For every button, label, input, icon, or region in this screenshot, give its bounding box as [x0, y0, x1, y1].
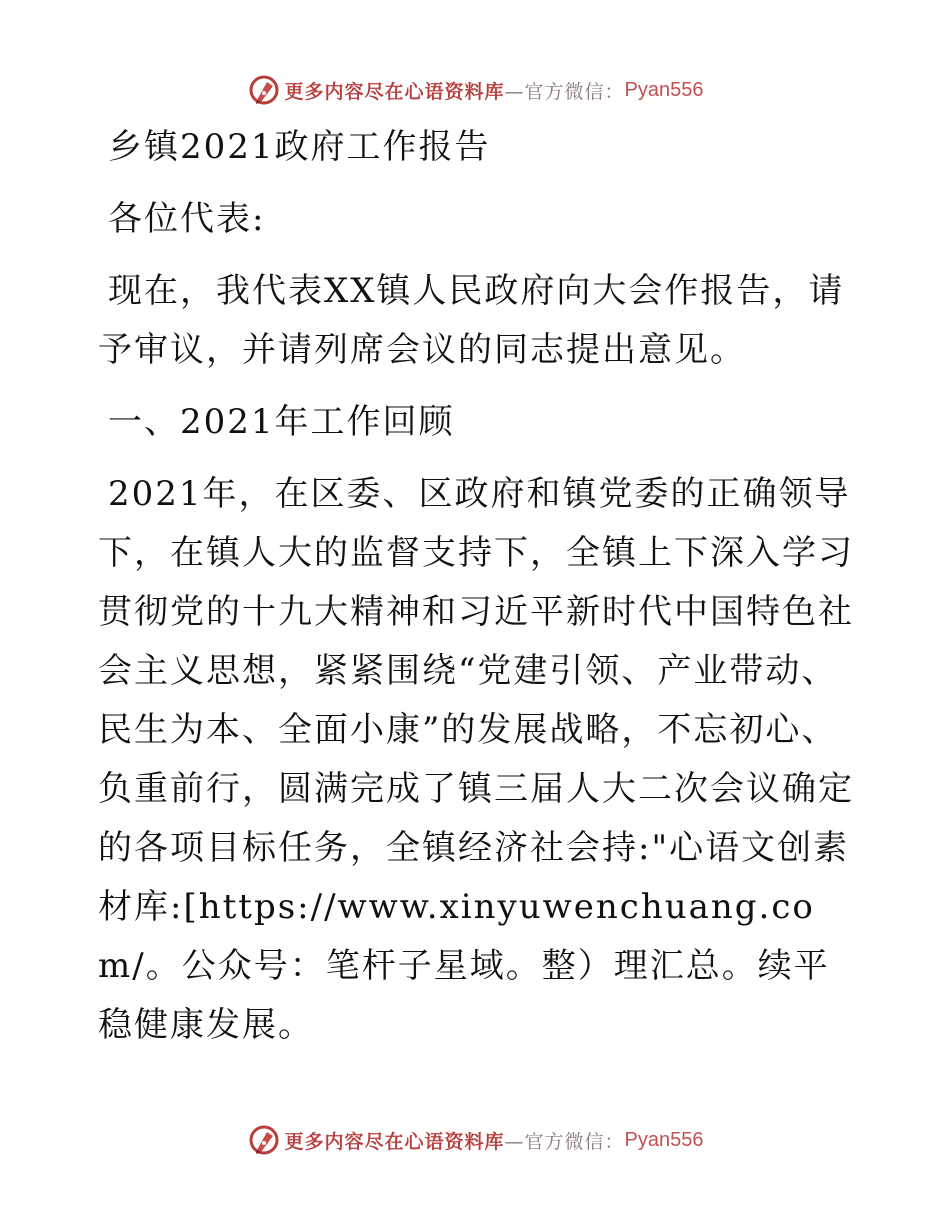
pen-nib-logo-icon — [247, 73, 281, 107]
pen-nib-logo-icon — [247, 1123, 281, 1157]
body-text: 2021年，在区委、区政府和镇党委的正确领导下，在镇人大的监督支持下，全镇上下深入学习贯彻党的十九大精神和习近平新时代中国特色社会主义思想，紧紧围绕“党建引领、产业带动、民生为本、全面小康”的发展战略，不忘初心、负重前行，圆满完成了镇三届人大二次会议确定的各项目标任务，全镇经济社会持:"心语文创素材库:[https://www.xinyuwenchuang.com/。公众号：笔杆子星域。整）理汇总。续平稳健康发展。 — [98, 474, 854, 1045]
banner-wechat-id: Pyan556 — [624, 1128, 704, 1151]
document-body — [98, 118, 858, 1068]
banner-main-text: 更多内容尽在心语资料库 — [284, 80, 505, 103]
banner-main-text: 更多内容尽在心语资料库 — [284, 1130, 505, 1153]
body-paragraph — [98, 465, 858, 1055]
document-title: 乡镇2021政府工作报告 — [108, 127, 491, 167]
banner-separator-text: —官方微信： — [504, 1130, 625, 1153]
salutation: 各位代表: — [108, 199, 266, 239]
banner-separator-text: —官方微信： — [504, 80, 625, 103]
intro-text: 现在，我代表XX镇人民政府向大会作报告，请予审议，并请列席会议的同志提出意见。 — [98, 271, 845, 370]
footer-watermark-banner — [0, 1120, 950, 1160]
section-heading: 一、2021年工作回顾 — [108, 402, 455, 442]
banner-wechat-id: Pyan556 — [624, 78, 704, 101]
intro-paragraph — [98, 262, 858, 380]
header-watermark-banner — [0, 70, 950, 110]
